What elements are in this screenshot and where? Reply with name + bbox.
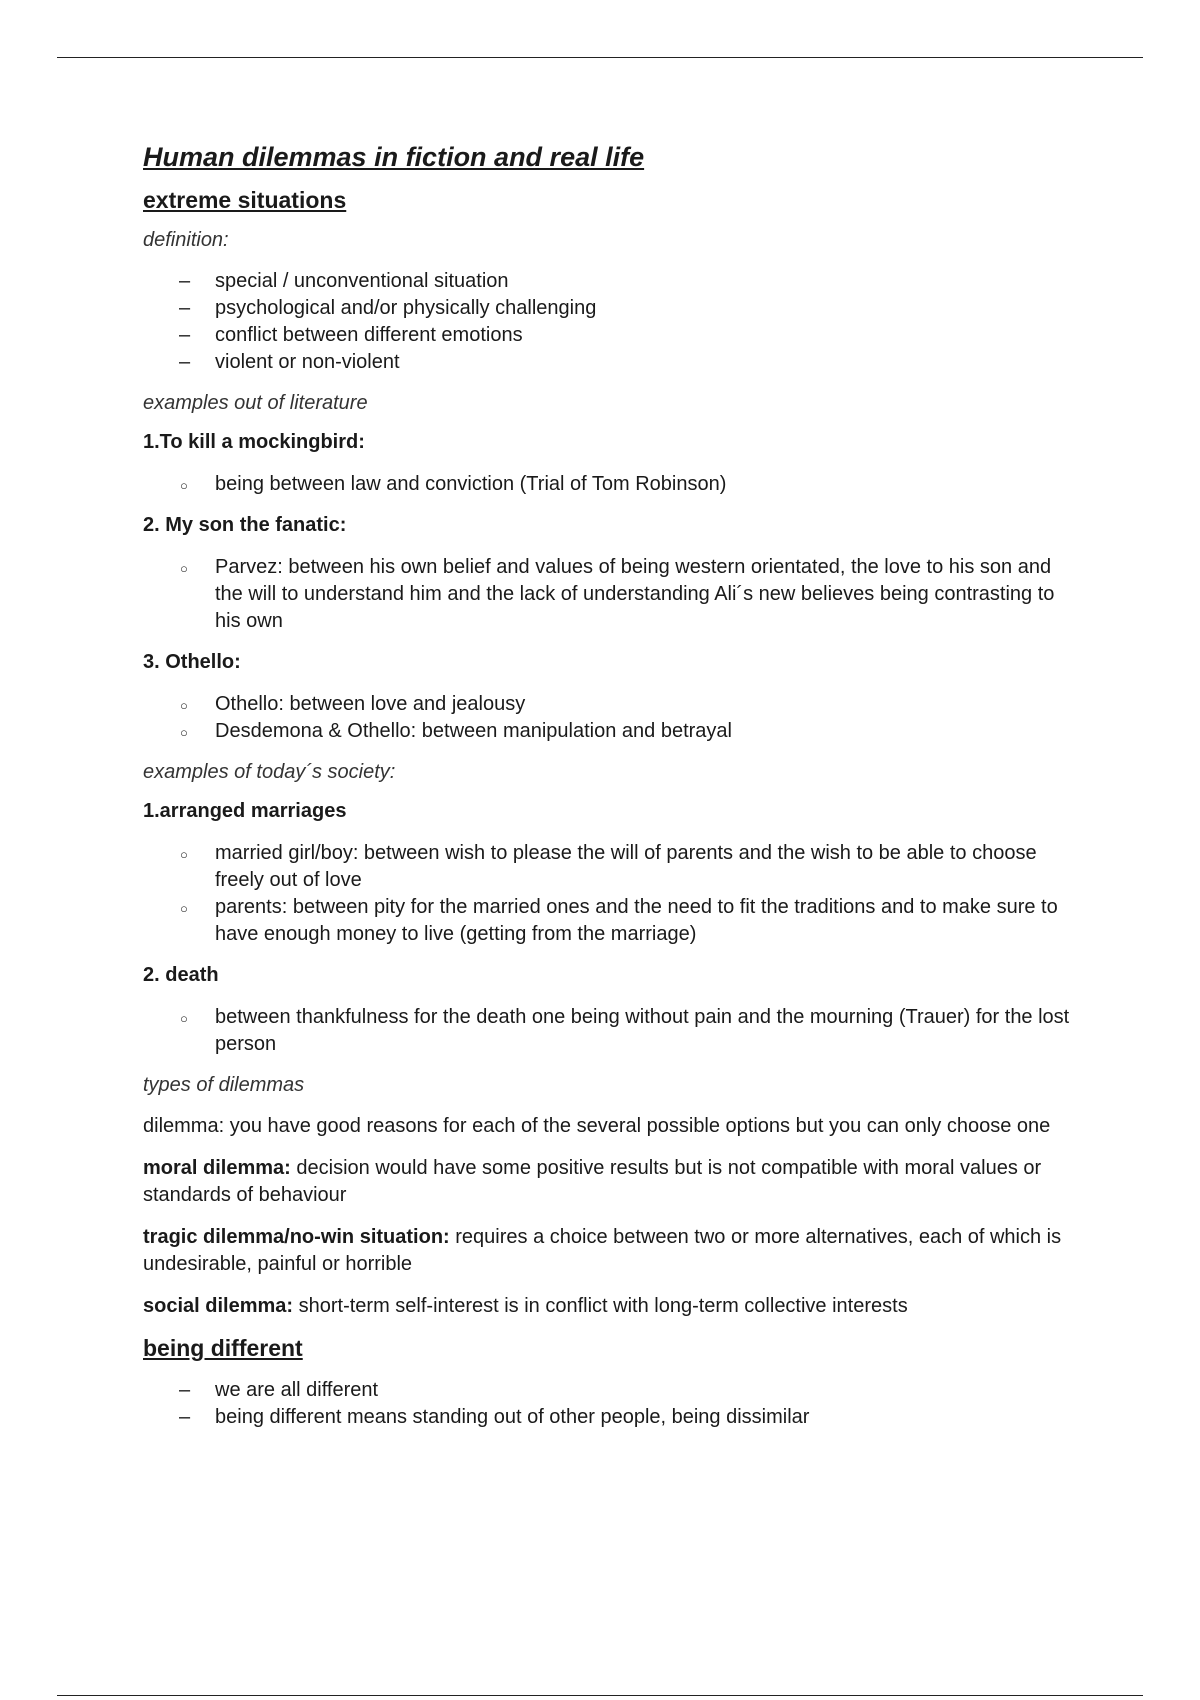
type-term: moral dilemma: [143, 1157, 291, 1179]
list-item: ○ between thankfulness for the death one being without pain and the mourning (Trauer) for the lost person [143, 1004, 1083, 1058]
example-list [143, 471, 1083, 498]
example-title: 2. death [143, 964, 219, 986]
section-heading-different: being different [143, 1335, 303, 1361]
list-item: – being different means standing out of other people, being dissimilar [143, 1404, 1083, 1431]
type-definition: decision would have some positive results but is not compatible with moral values or standards of behaviour [143, 1157, 1042, 1206]
example-list [143, 1004, 1083, 1058]
page-title: Human dilemmas in fiction and real life [143, 142, 645, 172]
example-list [143, 554, 1083, 635]
example-title: 1.arranged marriages [143, 800, 347, 822]
different-list [143, 1377, 1083, 1431]
society-label: examples of today´s society: [143, 761, 396, 783]
type-term: tragic dilemma/no-win situation: [143, 1226, 450, 1248]
literature-label: examples out of literature [143, 392, 368, 414]
bottom-rule [57, 1695, 1143, 1696]
document-body [143, 142, 1083, 1447]
top-rule [57, 57, 1143, 58]
example-title: 1.To kill a mockingbird: [143, 431, 365, 453]
type-paragraph [143, 1224, 1083, 1278]
example-list [143, 840, 1083, 948]
type-paragraph [143, 1155, 1083, 1209]
definition-list [143, 268, 1083, 376]
example-list [143, 691, 1083, 745]
definition-label: definition: [143, 229, 229, 251]
list-item: ○ parents: between pity for the married ones and the need to fit the traditions and to make sure to have enough money to live (getting from the marriage) [143, 894, 1083, 948]
type-term: social dilemma: [143, 1295, 294, 1317]
list-item: ○ Parvez: between his own belief and values of being western orientated, the love to his son and the will to understand him and the lack of understanding Ali´s new believes being contrasting to his own [143, 554, 1083, 635]
types-label: types of dilemmas [143, 1074, 305, 1096]
list-item: – psychological and/or physically challenging [143, 295, 1083, 322]
list-item: – conflict between different emotions [143, 322, 1083, 349]
type-definition: short-term self-interest is in conflict with long-term collective interests [293, 1295, 908, 1317]
list-item: – special / unconventional situation [143, 268, 1083, 295]
example-title: 3. Othello: [143, 651, 241, 673]
list-item: – violent or non-violent [143, 349, 1083, 376]
list-item: ○ Othello: between love and jealousy [143, 691, 1083, 718]
list-item: ○ being between law and conviction (Trial of Tom Robinson) [143, 471, 1083, 498]
section-heading-extreme: extreme situations [143, 187, 347, 213]
dilemma-definition: dilemma: you have good reasons for each of the several possible options but you can only choose one [143, 1115, 1051, 1137]
type-definition: requires a choice between two or more alternatives, each of which is undesirable, painful or horrible [143, 1226, 1062, 1275]
list-item: ○ Desdemona & Othello: between manipulation and betrayal [143, 718, 1083, 745]
example-title: 2. My son the fanatic: [143, 514, 347, 536]
list-item: ○ married girl/boy: between wish to please the will of parents and the wish to be able to choose freely out of love [143, 840, 1083, 894]
list-item: – we are all different [143, 1377, 1083, 1404]
type-paragraph [143, 1293, 1083, 1320]
